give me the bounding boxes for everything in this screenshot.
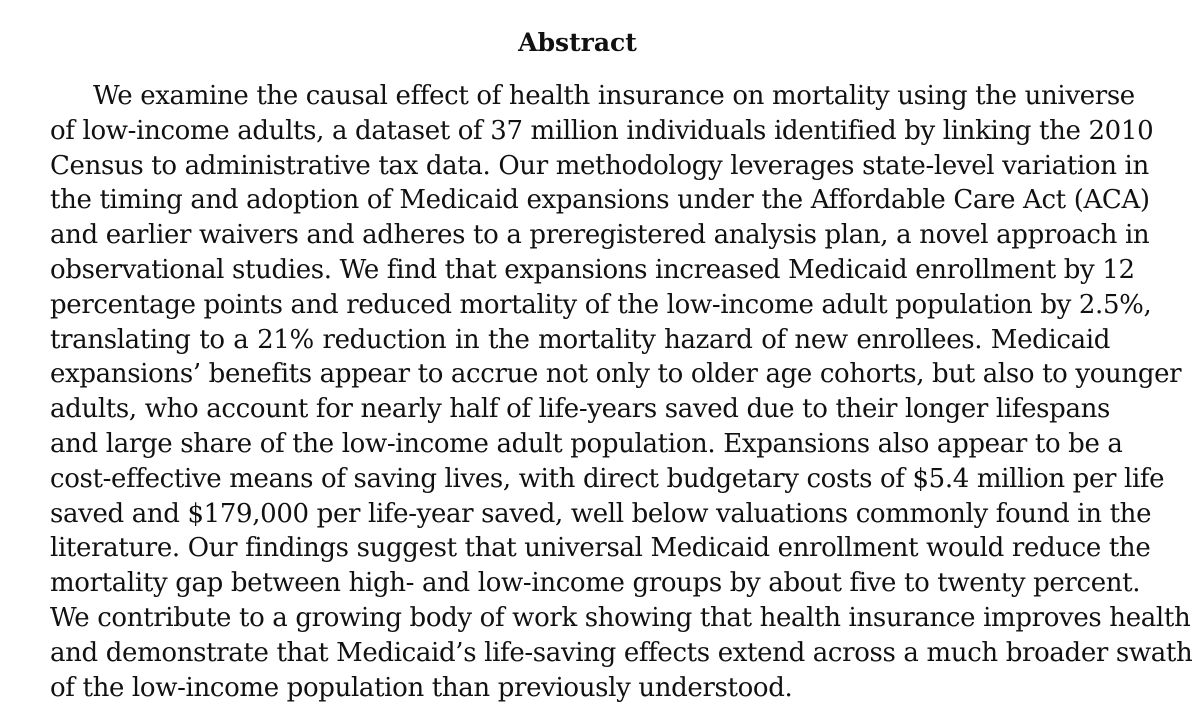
abstract-line: of the low-income population than previously understood. xyxy=(50,672,793,703)
abstract-heading: Abstract xyxy=(518,28,637,57)
abstract-text xyxy=(50,79,1193,705)
abstract-line: of low-income adults, a dataset of 37 million individuals identified by linking the 2010 xyxy=(50,115,1154,146)
abstract-line: adults, who account for nearly half of life-years saved due to their longer lifespans xyxy=(50,394,1110,425)
abstract-line: and demonstrate that Medicaid’s life-saving effects extend across a much broader swath xyxy=(50,637,1193,668)
abstract-line: observational studies. We find that expansions increased Medicaid enrollment by 12 xyxy=(50,254,1135,285)
abstract-line: We examine the causal effect of health insurance on mortality using the universe xyxy=(93,81,1135,111)
abstract-line: cost-effective means of saving lives, with direct budgetary costs of $5.4 million per life xyxy=(50,463,1165,494)
abstract-line: percentage points and reduced mortality of the low-income adult population by 2.5%, xyxy=(50,289,1152,320)
abstract-line: expansions’ benefits appear to accrue not only to older age cohorts, but also to younger xyxy=(50,359,1182,390)
abstract-line: and earlier waivers and adheres to a preregistered analysis plan, a novel approach in xyxy=(50,220,1150,251)
abstract-line: Census to administrative tax data. Our methodology leverages state-level variation in xyxy=(50,150,1149,181)
abstract-line: the timing and adoption of Medicaid expansions under the Affordable Care Act (ACA) xyxy=(50,185,1150,216)
abstract-line: and large share of the low-income adult population. Expansions also appear to be a xyxy=(50,428,1123,459)
abstract-line: literature. Our findings suggest that universal Medicaid enrollment would reduce the xyxy=(50,533,1151,564)
abstract-line: translating to a 21% reduction in the mortality hazard of new enrollees. Medicaid xyxy=(50,324,1110,355)
abstract-line: We contribute to a growing body of work showing that health insurance improves health xyxy=(50,602,1191,633)
abstract-line: mortality gap between high- and low-income groups by about five to twenty percent. xyxy=(50,568,1141,599)
abstract-line: saved and $179,000 per life-year saved, well below valuations commonly found in the xyxy=(50,498,1152,529)
